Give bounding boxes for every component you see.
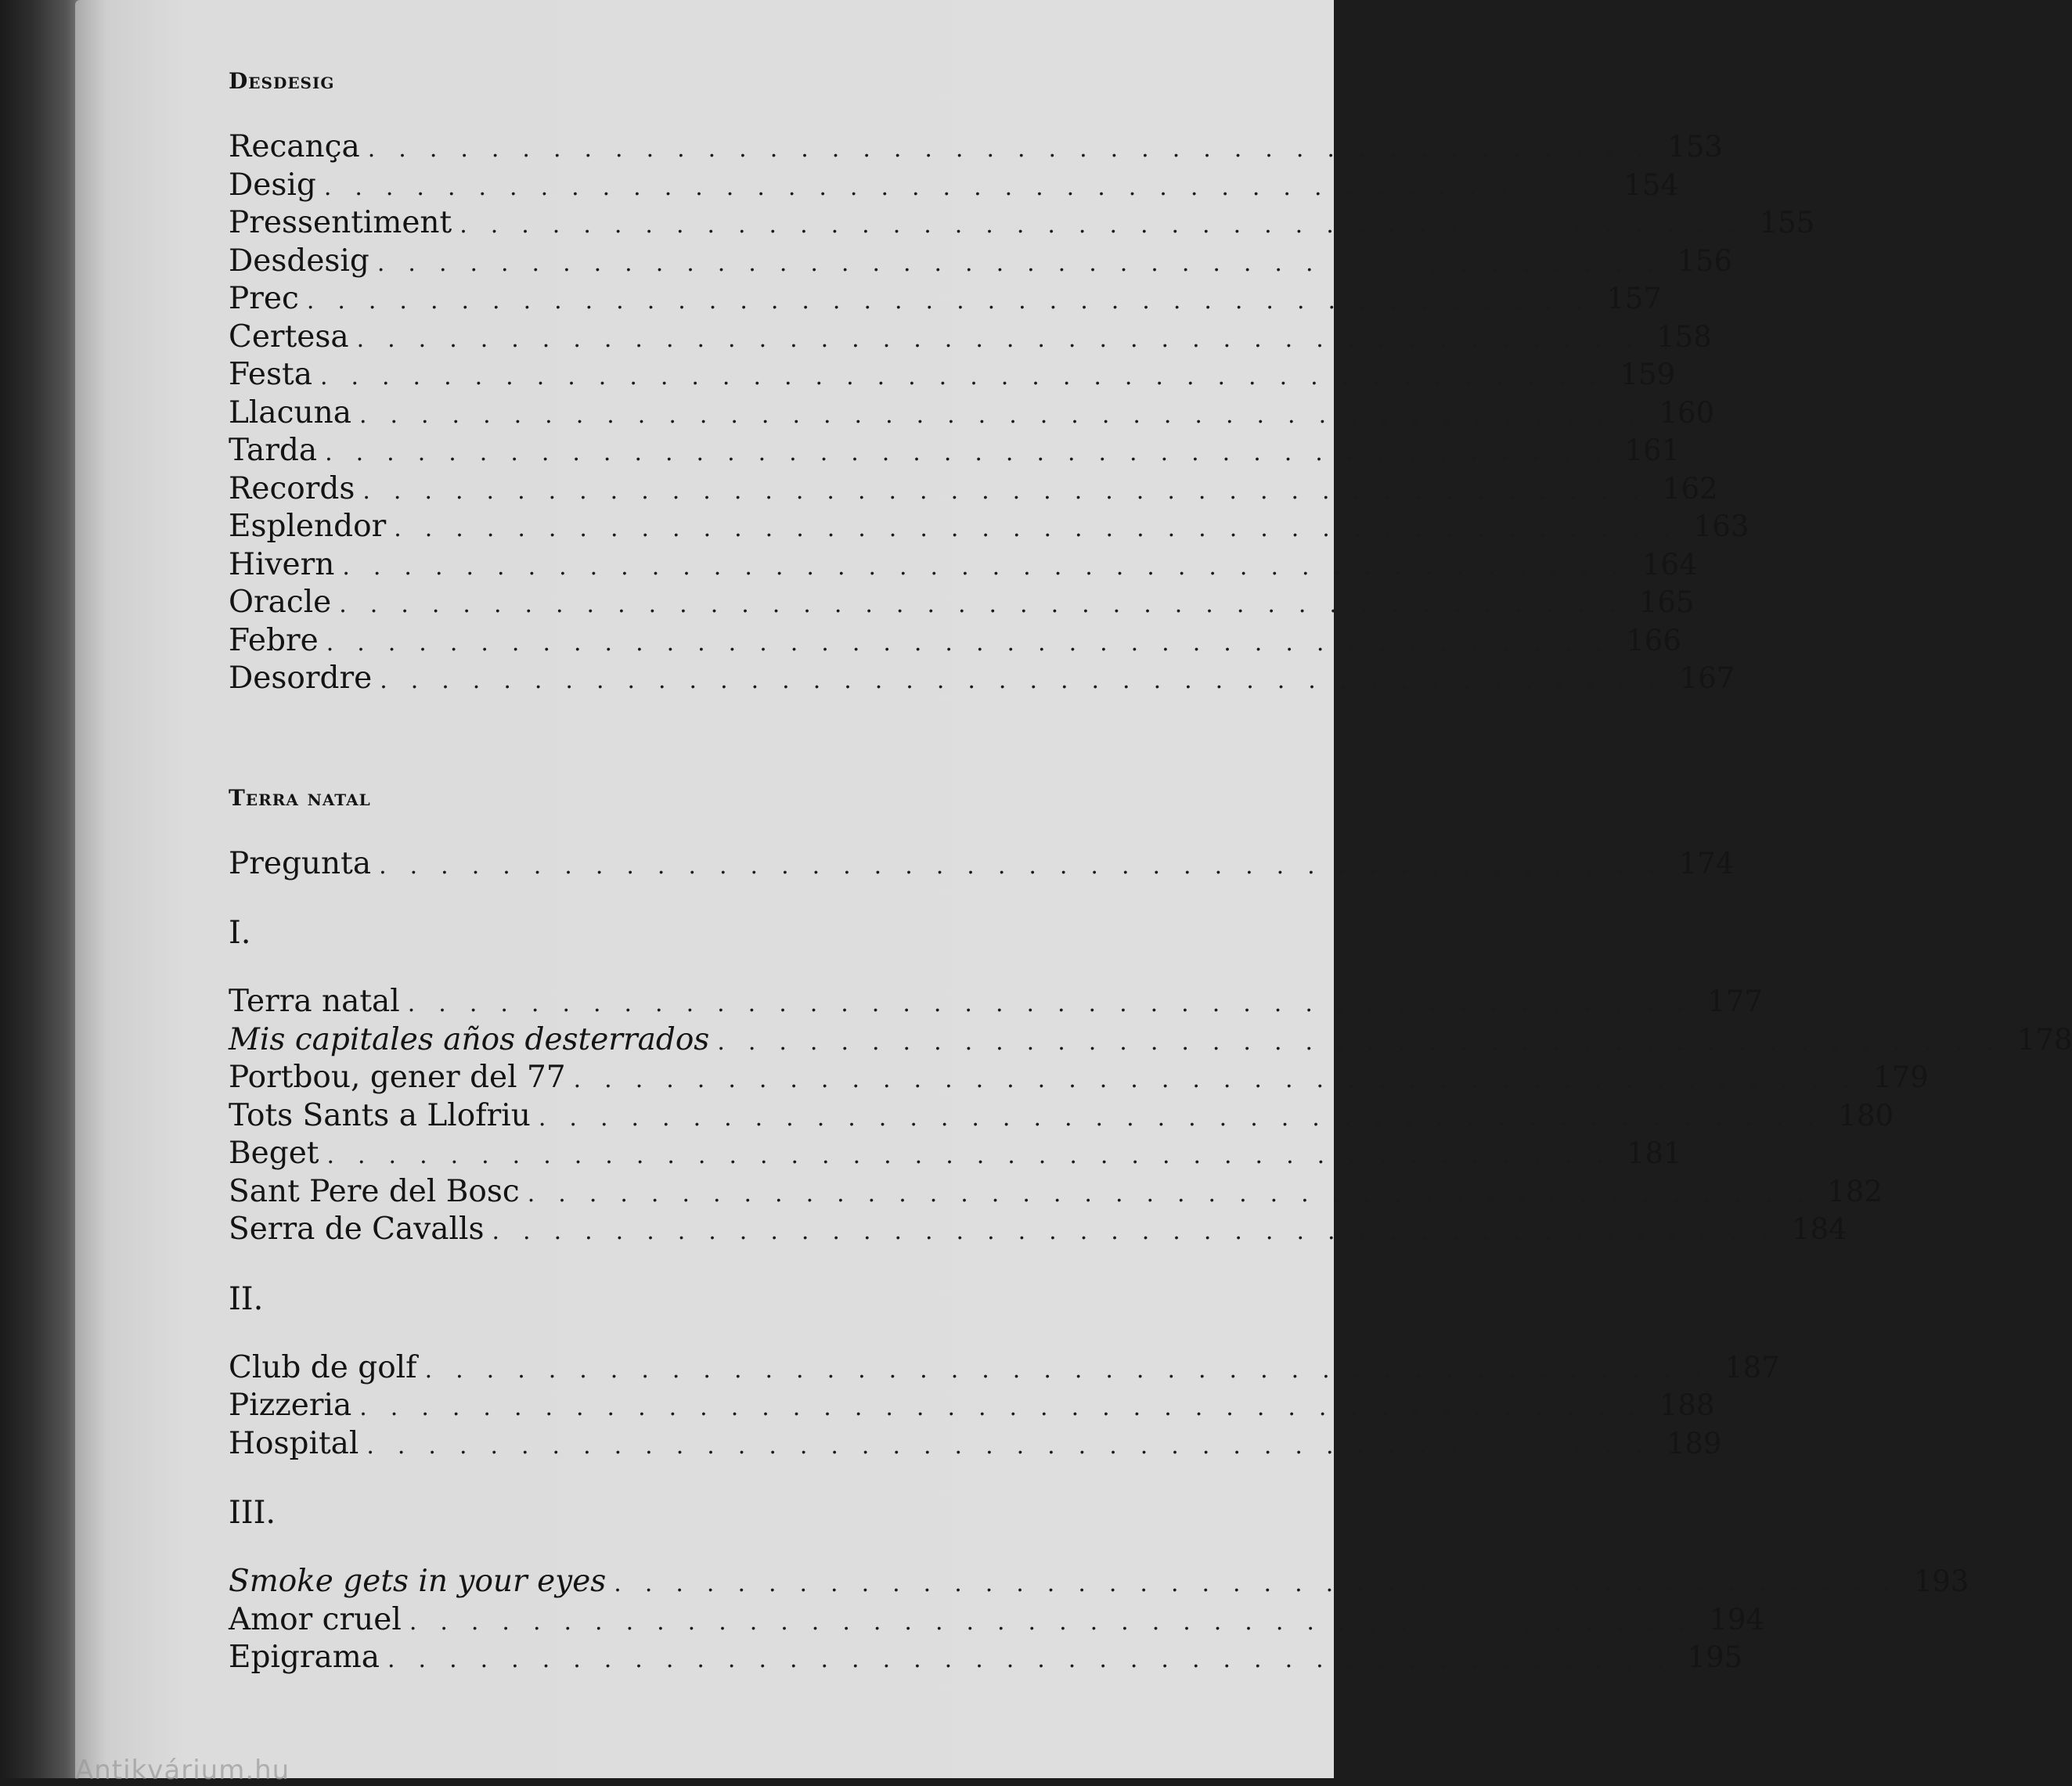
entry-title: Epigrama: [229, 1640, 380, 1675]
part-numeral-ii: II.: [229, 1280, 264, 1317]
dot-leader: ..........................................: [377, 249, 1677, 277]
toc-entry[interactable]: [229, 660, 1735, 698]
spacer: [229, 817, 1254, 845]
spacer: [229, 1321, 1254, 1349]
dot-leader: ..........................................: [362, 477, 1663, 505]
spacer: [229, 1249, 1254, 1277]
dot-leader: ..........................................: [527, 1179, 1828, 1208]
entries-terra-natal-intro: [229, 845, 1735, 884]
entry-title: Febre: [229, 622, 319, 658]
toc-entry[interactable]: [229, 1425, 1722, 1464]
entry-title: Hivern: [229, 546, 335, 582]
entry-title: Desig: [229, 167, 316, 203]
toc-entry[interactable]: [229, 1021, 2072, 1060]
spacer: [229, 955, 1254, 983]
dot-leader: ..........................................: [614, 1570, 1914, 1597]
entry-page-number: 181: [1627, 1136, 1682, 1170]
toc-entry[interactable]: [229, 1639, 1743, 1677]
entry-page-number: 162: [1662, 471, 1718, 506]
entry-page-number: 163: [1693, 510, 1749, 543]
entry-title: Esplendor: [229, 509, 387, 544]
dot-leader: ..........................................: [359, 401, 1659, 429]
toc-entry[interactable]: [229, 356, 1676, 394]
toc-entry[interactable]: [229, 470, 1718, 509]
dot-leader: ..........................................: [326, 1142, 1627, 1169]
dot-leader: ..........................................: [573, 1066, 1874, 1093]
entry-title: Pizzeria: [229, 1388, 352, 1423]
entry-title: Beget: [229, 1136, 319, 1171]
entry-page-number: 188: [1659, 1388, 1715, 1422]
entry-page-number: 178: [2016, 1022, 2072, 1057]
toc-entry[interactable]: [229, 432, 1681, 470]
entry-page-number: 161: [1624, 434, 1681, 467]
entry-title: Pressentiment: [229, 205, 452, 240]
entry-page-number: 154: [1623, 167, 1679, 202]
dot-leader: ..........................................: [342, 553, 1642, 581]
spacer: [229, 100, 1254, 128]
entries-desdesig: [229, 128, 1815, 698]
entry-page-number: 153: [1667, 130, 1723, 164]
dot-leader: ..........................................: [367, 135, 1668, 163]
dot-leader: ..........................................: [306, 287, 1607, 315]
toc-entry[interactable]: [229, 1059, 1929, 1097]
toc-entry[interactable]: [229, 1601, 1764, 1640]
dot-leader: ..........................................: [387, 1646, 1688, 1673]
section-title-desdesig: Desdesig: [229, 68, 335, 94]
entries-part-iii: [229, 1563, 1969, 1677]
entry-page-number: 160: [1659, 395, 1715, 430]
dot-leader: ..........................................: [409, 1608, 1710, 1636]
dot-leader: ..........................................: [407, 990, 1708, 1017]
entry-page-number: 174: [1678, 846, 1735, 880]
spacer: [229, 883, 1254, 911]
entry-page-number: 159: [1620, 358, 1676, 391]
dot-leader: ..........................................: [380, 667, 1680, 694]
part-numeral-iii: III.: [229, 1495, 276, 1531]
entry-title: Smoke gets in your eyes: [229, 1564, 607, 1599]
dot-leader: ..........................................: [326, 628, 1627, 657]
entry-title: Oracle: [229, 585, 332, 620]
toc-entry[interactable]: [229, 983, 1763, 1021]
entry-page-number: 194: [1709, 1602, 1764, 1637]
entry-title: Tarda: [229, 433, 318, 468]
dot-leader: ..........................................: [366, 1431, 1667, 1460]
dot-leader: ..........................................: [359, 1394, 1659, 1421]
watermark: Antikvárium.hu: [75, 1755, 290, 1786]
toc-entry[interactable]: [229, 1135, 1682, 1173]
entry-page-number: 166: [1626, 623, 1681, 657]
entry-title: Sant Pere del Bosc: [229, 1173, 520, 1209]
dot-leader: ..........................................: [319, 363, 1620, 391]
entry-page-number: 187: [1724, 1350, 1780, 1385]
toc-entry[interactable]: [229, 1097, 1894, 1136]
entry-page-number: 182: [1827, 1174, 1883, 1208]
spacer: [229, 1535, 1254, 1563]
toc-entry[interactable]: [229, 622, 1681, 661]
entry-page-number: 195: [1687, 1640, 1743, 1674]
toc-entry[interactable]: [229, 1563, 1969, 1601]
dot-leader: ..........................................: [323, 173, 1624, 201]
entry-page-number: 189: [1666, 1426, 1722, 1460]
entry-title: Llacuna: [229, 394, 351, 430]
toc-entry[interactable]: [229, 1173, 1883, 1212]
spacer: [229, 698, 1254, 780]
dot-leader: ..........................................: [538, 1104, 1839, 1132]
toc-entry[interactable]: [229, 204, 1815, 243]
part-numeral-i: I.: [229, 915, 251, 951]
entry-page-number: 184: [1792, 1212, 1847, 1246]
entry-title: Amor cruel: [229, 1601, 402, 1637]
entry-title: Club de golf: [229, 1349, 417, 1385]
toc-entry[interactable]: [229, 243, 1733, 281]
dot-leader: ..........................................: [717, 1028, 2017, 1056]
section-title-terra-natal: Terra natal: [229, 784, 371, 811]
entry-page-number: 179: [1873, 1060, 1929, 1094]
entry-page-number: 177: [1707, 985, 1763, 1018]
entry-title: Desordre: [229, 661, 373, 696]
toc-entry[interactable]: [229, 508, 1749, 546]
entry-title: Certesa: [229, 319, 349, 355]
entry-title: Tots Sants a Llofriu: [229, 1097, 531, 1133]
dot-leader: ..........................................: [339, 591, 1639, 618]
entry-page-number: 156: [1677, 243, 1733, 278]
entry-page-number: 155: [1759, 206, 1815, 239]
toc-entry[interactable]: [229, 1387, 1715, 1425]
entry-page-number: 180: [1838, 1098, 1894, 1132]
toc-entry[interactable]: [229, 128, 1723, 167]
entry-title: Mis capitales años desterrados: [229, 1021, 710, 1057]
toc-entry[interactable]: [229, 546, 1698, 585]
entry-title: Pregunta: [229, 845, 372, 881]
toc-entry[interactable]: [229, 319, 1712, 357]
dot-leader: ..........................................: [424, 1356, 1725, 1384]
entry-title: Prec: [229, 281, 299, 316]
entry-title: Serra de Cavalls: [229, 1212, 485, 1247]
entry-page-number: 157: [1606, 282, 1662, 315]
toc-entry[interactable]: [229, 394, 1715, 433]
entry-title: Portbou, gener del 77: [229, 1060, 566, 1095]
dot-leader: ..........................................: [459, 211, 1760, 239]
dot-leader: ..........................................: [325, 439, 1625, 466]
entry-title: Records: [229, 470, 355, 506]
entry-page-number: 158: [1656, 319, 1712, 354]
table-of-contents: [229, 63, 2072, 1677]
entry-title: Desdesig: [229, 243, 369, 279]
entry-title: Recança: [229, 129, 360, 164]
entry-title: Terra natal: [229, 984, 400, 1019]
toc-entry[interactable]: [229, 167, 1679, 205]
dot-leader: ..........................................: [379, 852, 1679, 880]
dot-leader: ..........................................: [394, 515, 1694, 542]
dot-leader: ..........................................: [492, 1218, 1793, 1245]
entries-part-i: [229, 983, 2072, 1249]
toc-entry[interactable]: [229, 1349, 1780, 1388]
entry-title: Festa: [229, 357, 312, 392]
spacer: [229, 1463, 1254, 1491]
toc-entry[interactable]: [229, 845, 1735, 884]
toc-entry[interactable]: [229, 280, 1662, 319]
entry-title: Hospital: [229, 1425, 359, 1461]
entry-page-number: 165: [1638, 585, 1695, 619]
entry-page-number: 167: [1679, 661, 1735, 695]
toc-entry[interactable]: [229, 584, 1695, 622]
entry-page-number: 164: [1641, 547, 1698, 582]
entry-page-number: 193: [1913, 1565, 1969, 1598]
toc-entry[interactable]: [229, 1211, 1847, 1249]
entries-part-ii: [229, 1349, 1780, 1464]
dot-leader: ..........................................: [356, 325, 1657, 353]
